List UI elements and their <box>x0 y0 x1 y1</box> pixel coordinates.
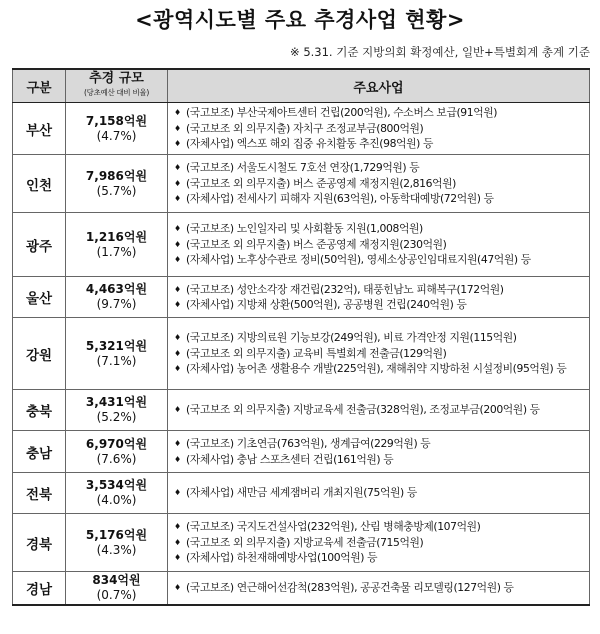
items-cell <box>168 431 590 473</box>
table-row <box>13 103 590 155</box>
amount-ratio: (5.2%) <box>96 410 137 424</box>
amount-ratio: (7.6%) <box>96 451 137 466</box>
region-cell: 경남 <box>13 572 66 606</box>
amount-cell <box>66 277 168 318</box>
header-items: 주요사업 <box>168 69 590 103</box>
amount-cell <box>66 213 168 277</box>
amount-cell <box>66 318 168 390</box>
amount-value: 6,970억원 <box>85 436 148 451</box>
amount-cell <box>66 103 168 155</box>
amount-value: 3,534억원 <box>85 478 148 492</box>
reference-note: ※ 5.31. 기준 지방의회 확정예산, 일반+특별회계 총계 기준 <box>290 45 590 59</box>
table-row <box>13 473 590 514</box>
header-amount-sub: (당초예산 대비 비율) <box>84 88 149 97</box>
project-item: ♦ (국고보조) 연근해어선감척(283억원), 공공건축물 리모델링(127억원) 등 <box>174 580 585 596</box>
region-cell: 울산 <box>13 277 66 318</box>
project-item: ♦ (국고보조) 노인일자리 및 사회활동 지원(1,008억원) <box>174 221 585 237</box>
project-item: ♦ (국고보조) 서울도시철도 7호선 연장(1,729억원) 등 <box>174 160 585 176</box>
amount-ratio: (4.3%) <box>96 542 137 557</box>
amount-ratio: (5.7%) <box>96 183 137 198</box>
items-cell <box>168 277 590 318</box>
project-item: ♦ (국고보조 외 의무지출) 지방교육세 전출금(715억원) <box>174 535 585 551</box>
amount-value: 7,158억원 <box>85 113 148 128</box>
project-item: ♦ (국고보조 외 의무지출) 버스 준공영제 재정지원(230억원) <box>174 237 585 253</box>
amount-cell <box>66 514 168 572</box>
table-header-row <box>13 69 590 103</box>
region-cell: 충남 <box>13 431 66 473</box>
header-amount <box>66 69 168 103</box>
items-cell <box>168 514 590 572</box>
amount-cell <box>66 155 168 213</box>
table-row <box>13 572 590 606</box>
project-item: ♦ (국고보조) 지방의료원 기능보강(249억원), 비료 가격안정 지원(115억원) <box>174 330 585 346</box>
amount-cell <box>66 473 168 514</box>
table-row <box>13 213 590 277</box>
table-row <box>13 514 590 572</box>
amount-value: 1,216억원 <box>85 229 148 244</box>
table-row <box>13 155 590 213</box>
items-cell <box>168 318 590 390</box>
amount-ratio: (4.7%) <box>96 128 137 143</box>
items-cell <box>168 473 590 514</box>
project-item: ♦ (국고보조 외 의무지출) 자치구 조정교부금(800억원) <box>174 121 585 137</box>
amount-cell <box>66 390 168 431</box>
region-cell: 강원 <box>13 318 66 390</box>
header-region: 구분 <box>13 69 66 103</box>
project-item: ♦ (자체사업) 농어촌 생활용수 개발(225억원), 재해취약 지방하천 시설정비(95억원) 등 <box>174 361 585 377</box>
amount-ratio: (4.0%) <box>96 493 137 507</box>
items-cell <box>168 103 590 155</box>
table-body <box>13 103 590 606</box>
table-row <box>13 318 590 390</box>
project-item: ♦ (자체사업) 지방채 상환(500억원), 공공병원 건립(240억원) 등 <box>174 297 585 313</box>
amount-value: 3,431억원 <box>85 395 148 409</box>
amount-ratio: (0.7%) <box>96 588 137 602</box>
amount-cell <box>66 431 168 473</box>
region-cell: 충북 <box>13 390 66 431</box>
amount-ratio: (7.1%) <box>96 353 137 368</box>
budget-table <box>12 68 590 606</box>
project-item: ♦ (국고보조 외 의무지출) 지방교육세 전출금(328억원), 조정교부금(200억원) 등 <box>174 402 585 418</box>
project-item: ♦ (자체사업) 충남 스포츠센터 건립(161억원) 등 <box>174 452 585 468</box>
table-row <box>13 277 590 318</box>
amount-value: 5,176억원 <box>85 527 148 542</box>
amount-value: 4,463억원 <box>85 282 148 296</box>
items-cell <box>168 155 590 213</box>
page-title: <광역시도별 주요 추경사업 현황> <box>135 8 465 32</box>
project-item: ♦ (자체사업) 노후상수관로 정비(50억원), 영세소상공인임대료지원(47억원) 등 <box>174 252 585 268</box>
amount-value: 5,321억원 <box>85 338 148 353</box>
table-row <box>13 431 590 473</box>
items-cell <box>168 213 590 277</box>
header-amount-label: 추경 규모 <box>89 71 144 86</box>
project-item: ♦ (국고보조) 성안소각장 재건립(232억), 태풍힌남노 피해복구(172억원) <box>174 282 585 298</box>
project-item: ♦ (국고보조) 국지도건설사업(232억원), 산림 병해충방제(107억원) <box>174 519 585 535</box>
project-item: ♦ (자체사업) 전세사기 피해자 지원(63억원), 아동학대예방(72억원) 등 <box>174 191 585 207</box>
project-item: ♦ (자체사업) 새만금 세계잼버리 개최지원(75억원) 등 <box>174 485 585 501</box>
items-cell <box>168 390 590 431</box>
project-item: ♦ (국고보조) 부산국제아트센터 건립(200억원), 수소버스 보급(91억원) <box>174 105 585 121</box>
table-row <box>13 390 590 431</box>
amount-ratio: (9.7%) <box>96 297 137 311</box>
amount-value: 834억원 <box>92 573 141 587</box>
region-cell: 인천 <box>13 155 66 213</box>
amount-ratio: (1.7%) <box>96 244 137 259</box>
project-item: ♦ (국고보조) 기초연금(763억원), 생계급여(229억원) 등 <box>174 436 585 452</box>
project-item: ♦ (자체사업) 엑스포 해외 집중 유치활동 추진(98억원) 등 <box>174 136 585 152</box>
region-cell: 부산 <box>13 103 66 155</box>
project-item: ♦ (자체사업) 하천재해예방사업(100억원) 등 <box>174 550 585 566</box>
project-item: ♦ (국고보조 외 의무지출) 교육비 특별회계 전출금(129억원) <box>174 346 585 362</box>
amount-value: 7,986억원 <box>85 168 148 183</box>
region-cell: 경북 <box>13 514 66 572</box>
amount-cell <box>66 572 168 606</box>
region-cell: 광주 <box>13 213 66 277</box>
items-cell <box>168 572 590 606</box>
project-item: ♦ (국고보조 외 의무지출) 버스 준공영제 재정지원(2,816억원) <box>174 176 585 192</box>
region-cell: 전북 <box>13 473 66 514</box>
